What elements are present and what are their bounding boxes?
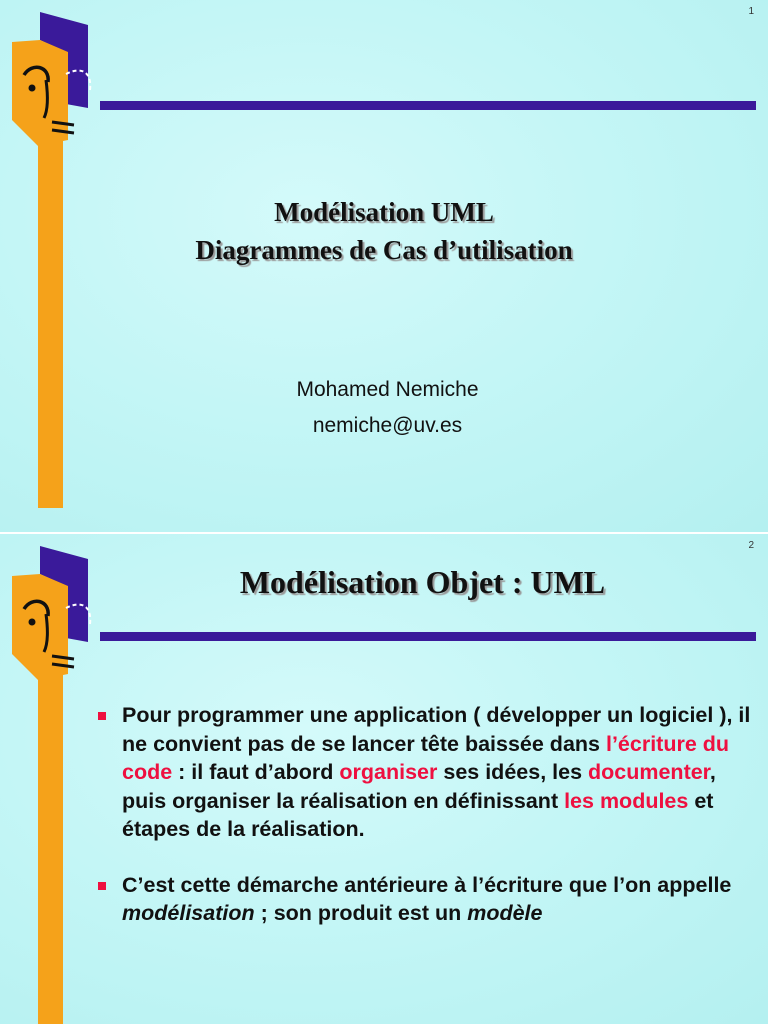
bullet-square-icon — [98, 712, 106, 720]
title-line-2: Diagrammes de Cas d’utilisation — [195, 235, 573, 265]
divider-rule — [100, 101, 756, 110]
slide-2 — [0, 534, 768, 1024]
title-line-1: Modélisation UML — [274, 197, 494, 227]
bullet-item-1: Pour programmer une application ( développer un logiciel ), il ne convient pas de se lancer tête baissée dans l’écriture du code : il faut d’abord organiser ses idées, les documenter, puis organiser la réalisation en définissant les modules et étapes de la réalisation. — [92, 701, 752, 844]
bullet-item-2: C’est cette démarche antérieure à l’écriture que l’on appelle modélisation ; son produit est un modèle — [92, 871, 752, 928]
page-number: 2 — [748, 540, 754, 551]
slide-title: Modélisation Objet : UML — [239, 564, 606, 600]
bullet-list — [92, 701, 752, 928]
highlight-document: documenter — [588, 760, 710, 784]
author-name: Mohamed Nemiche — [296, 378, 479, 401]
highlight-modules: les modules — [564, 788, 689, 813]
slide-title — [0, 193, 768, 269]
page-number: 1 — [748, 6, 754, 17]
bullet-square-icon — [98, 882, 106, 890]
highlight-code-writing: l’écriture du code — [122, 731, 730, 784]
author-email: nemiche@uv.es — [312, 414, 463, 437]
highlight-organize: organiser — [339, 760, 438, 784]
author-block — [0, 372, 768, 444]
term-modele: modèle — [467, 901, 543, 925]
divider-rule — [100, 632, 756, 641]
term-modelisation: modélisation — [122, 901, 255, 925]
